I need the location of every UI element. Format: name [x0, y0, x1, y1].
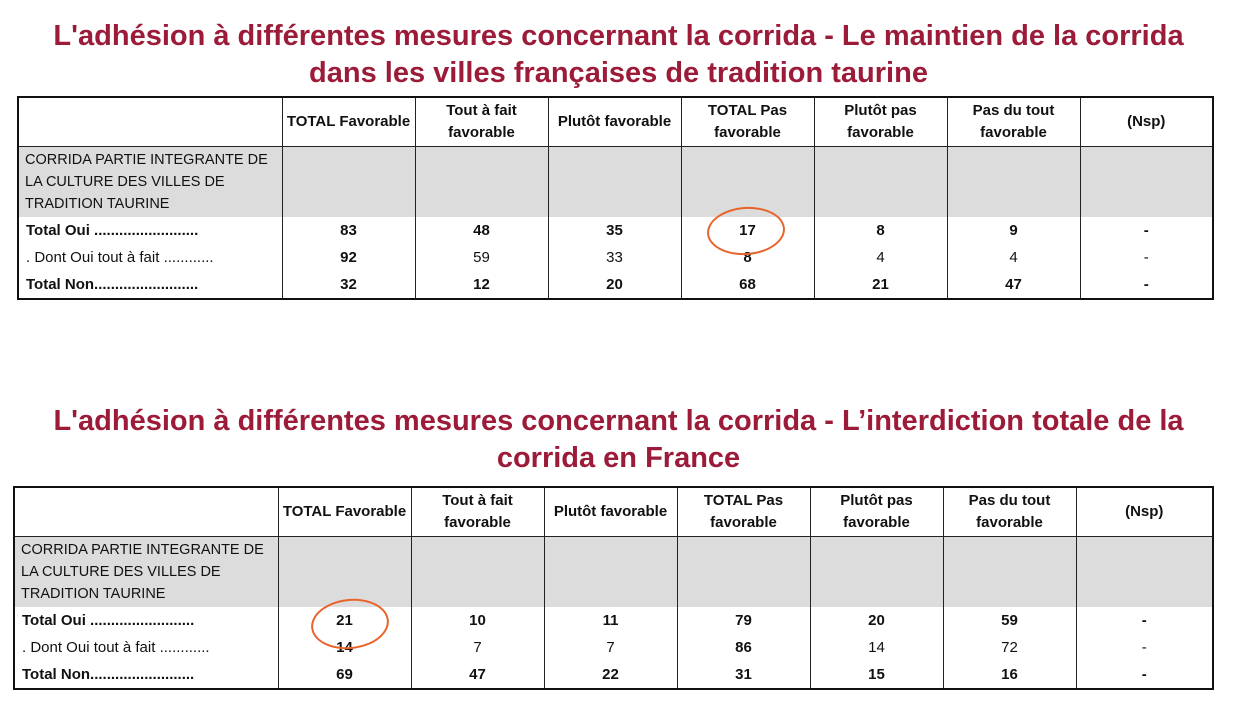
- header-row: [14, 487, 1213, 537]
- header-tout-a-fait-favorable: Tout à fait favorable: [415, 97, 548, 147]
- maintien-table: [17, 96, 1214, 300]
- cell-value: 83: [282, 217, 415, 244]
- band-cell: [677, 537, 810, 608]
- cell-value: 69: [278, 661, 411, 689]
- table-row-total-oui: [14, 607, 1213, 634]
- band-cell: [943, 537, 1076, 608]
- header-pas-du-tout-favorable: Pas du tout favorable: [943, 487, 1076, 537]
- row-label: Total Oui .........................: [18, 217, 282, 244]
- row-label: . Dont Oui tout à fait ............: [18, 244, 282, 271]
- band-cell: [415, 147, 548, 218]
- header-nsp: (Nsp): [1080, 97, 1213, 147]
- cell-value: 16: [943, 661, 1076, 689]
- row-label: Total Oui .........................: [14, 607, 278, 634]
- band-row: [14, 537, 1213, 608]
- header-plutot-favorable: Plutôt favorable: [544, 487, 677, 537]
- cell-value: 12: [415, 271, 548, 299]
- cell-value: 92: [282, 244, 415, 271]
- band-cell: [411, 537, 544, 608]
- cell-value: 7: [411, 634, 544, 661]
- band-cell: [1076, 537, 1213, 608]
- band-cell: [814, 147, 947, 218]
- header-total-favorable: TOTAL Favorable: [282, 97, 415, 147]
- cell-value: 10: [411, 607, 544, 634]
- section-1-title: [0, 18, 1237, 92]
- cell-value: 59: [943, 607, 1076, 634]
- cell-value: 32: [282, 271, 415, 299]
- band-cell: [947, 147, 1080, 218]
- header-plutot-favorable: Plutôt favorable: [548, 97, 681, 147]
- section-1-title-line-1: L'adhésion à différentes mesures concernant la corrida - Le maintien de la corrida: [53, 20, 1184, 52]
- row-label: . Dont Oui tout à fait ............: [14, 634, 278, 661]
- band-cell: [681, 147, 814, 218]
- header-corner: [14, 487, 278, 537]
- cell-value: 20: [810, 607, 943, 634]
- cell-value: 47: [947, 271, 1080, 299]
- header-total-favorable: TOTAL Favorable: [278, 487, 411, 537]
- header-corner: [18, 97, 282, 147]
- cell-value: -: [1080, 217, 1213, 244]
- section-1-title-line-2: dans les villes françaises de tradition taurine: [309, 57, 928, 89]
- cell-value: -: [1080, 244, 1213, 271]
- row-label: Total Non.........................: [14, 661, 278, 689]
- row-label: Total Non.........................: [18, 271, 282, 299]
- table-row-total-non: [14, 661, 1213, 689]
- cell-value: 59: [415, 244, 548, 271]
- table-row-total-oui: [18, 217, 1213, 244]
- band-cell: [1080, 147, 1213, 218]
- band-label: CORRIDA PARTIE INTEGRANTE DE LA CULTURE DES VILLES DE TRADITION TAURINE: [18, 147, 282, 218]
- cell-value: 9: [947, 217, 1080, 244]
- table-row-dont-oui: [14, 634, 1213, 661]
- header-plutot-pas-favorable: Plutôt pas favorable: [814, 97, 947, 147]
- band-cell: [548, 147, 681, 218]
- header-total-pas-favorable: TOTAL Pas favorable: [681, 97, 814, 147]
- cell-value: 21: [814, 271, 947, 299]
- cell-value: -: [1076, 661, 1213, 689]
- cell-value: 20: [548, 271, 681, 299]
- cell-value: 72: [943, 634, 1076, 661]
- cell-value: 22: [544, 661, 677, 689]
- cell-value: -: [1080, 271, 1213, 299]
- cell-value: 4: [947, 244, 1080, 271]
- section-2-title-line-1: L'adhésion à différentes mesures concernant la corrida - L’interdiction totale de la: [53, 405, 1184, 437]
- header-nsp: (Nsp): [1076, 487, 1213, 537]
- band-cell: [282, 147, 415, 218]
- cell-value: 86: [677, 634, 810, 661]
- cell-value: 11: [544, 607, 677, 634]
- header-pas-du-tout-favorable: Pas du tout favorable: [947, 97, 1080, 147]
- cell-value: 17: [681, 217, 814, 244]
- band-cell: [544, 537, 677, 608]
- cell-value: 33: [548, 244, 681, 271]
- band-cell: [810, 537, 943, 608]
- header-tout-a-fait-favorable: Tout à fait favorable: [411, 487, 544, 537]
- cell-value: 14: [810, 634, 943, 661]
- cell-value: 21: [278, 607, 411, 634]
- cell-value: 31: [677, 661, 810, 689]
- section-2-title: [0, 403, 1237, 477]
- cell-value: -: [1076, 634, 1213, 661]
- cell-value: 79: [677, 607, 810, 634]
- cell-value: 7: [544, 634, 677, 661]
- section-2-title-line-2: corrida en France: [496, 442, 741, 474]
- band-row: [18, 147, 1213, 218]
- cell-value: 4: [814, 244, 947, 271]
- header-row: [18, 97, 1213, 147]
- cell-value: 14: [278, 634, 411, 661]
- table-row-dont-oui: [18, 244, 1213, 271]
- interdiction-table: [13, 486, 1214, 690]
- cell-value: -: [1076, 607, 1213, 634]
- cell-value: 48: [415, 217, 548, 244]
- band-label: CORRIDA PARTIE INTEGRANTE DE LA CULTURE DES VILLES DE TRADITION TAURINE: [14, 537, 278, 608]
- table-row-total-non: [18, 271, 1213, 299]
- header-plutot-pas-favorable: Plutôt pas favorable: [810, 487, 943, 537]
- cell-value: 8: [814, 217, 947, 244]
- cell-value: 8: [681, 244, 814, 271]
- header-total-pas-favorable: TOTAL Pas favorable: [677, 487, 810, 537]
- cell-value: 15: [810, 661, 943, 689]
- cell-value: 68: [681, 271, 814, 299]
- cell-value: 47: [411, 661, 544, 689]
- cell-value: 35: [548, 217, 681, 244]
- band-cell: [278, 537, 411, 608]
